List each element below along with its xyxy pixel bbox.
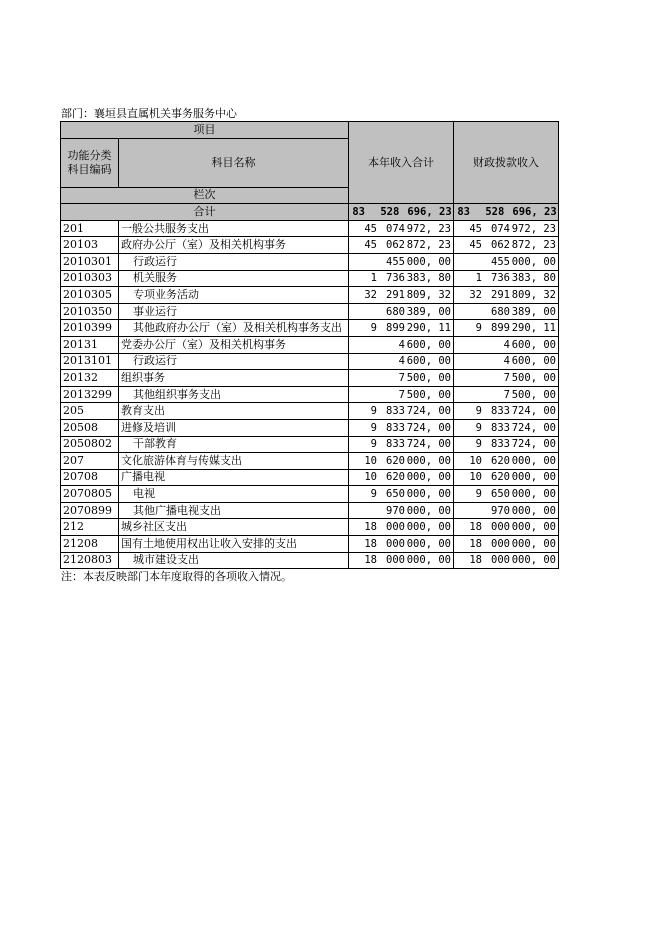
fiscal-allocation-income: 18 000 000, 00 bbox=[454, 552, 559, 569]
subject-code: 20708 bbox=[61, 469, 119, 486]
income-table bbox=[60, 121, 559, 569]
table-note: 注：本表反映部门本年度取得的各项收入情况。 bbox=[61, 570, 292, 583]
annual-income-total: 9 833 724, 00 bbox=[349, 419, 454, 436]
fiscal-allocation-income: 1 736 383, 80 bbox=[454, 270, 559, 287]
table-row bbox=[61, 336, 559, 353]
lanci-label: 栏次 bbox=[61, 187, 349, 204]
subject-code: 2010305 bbox=[61, 287, 119, 304]
subject-name: 干部教育 bbox=[119, 436, 349, 453]
annual-income-total: 4 600, 00 bbox=[349, 353, 454, 370]
sum-total: 83 528 696, 23 bbox=[349, 204, 454, 221]
sum-fiscal: 83 528 696, 23 bbox=[454, 204, 559, 221]
subject-code: 20132 bbox=[61, 370, 119, 387]
annual-income-total: 4 600, 00 bbox=[349, 336, 454, 353]
annual-income-total: 10 620 000, 00 bbox=[349, 469, 454, 486]
table-body bbox=[61, 220, 559, 568]
subject-name: 政府办公厅（室）及相关机构事务 bbox=[119, 237, 349, 254]
table-row bbox=[61, 353, 559, 370]
fiscal-allocation-income: 9 899 290, 11 bbox=[454, 320, 559, 337]
annual-income-total: 32 291 809, 32 bbox=[349, 287, 454, 304]
annual-income-total: 10 620 000, 00 bbox=[349, 453, 454, 470]
subject-name: 进修及培训 bbox=[119, 419, 349, 436]
subject-name: 组织事务 bbox=[119, 370, 349, 387]
col-fiscal-header: 财政拨款收入 bbox=[454, 122, 559, 204]
subject-name: 国有土地使用权出让收入安排的支出 bbox=[119, 536, 349, 553]
subject-code: 2010399 bbox=[61, 320, 119, 337]
annual-income-total: 680 389, 00 bbox=[349, 303, 454, 320]
subject-code: 2013101 bbox=[61, 353, 119, 370]
annual-income-total: 18 000 000, 00 bbox=[349, 519, 454, 536]
annual-income-total: 9 833 724, 00 bbox=[349, 403, 454, 420]
subject-name: 广播电视 bbox=[119, 469, 349, 486]
subject-name: 党委办公厅（室）及相关机构事务 bbox=[119, 336, 349, 353]
table-row bbox=[61, 253, 559, 270]
fiscal-allocation-income: 18 000 000, 00 bbox=[454, 519, 559, 536]
fiscal-allocation-income: 970 000, 00 bbox=[454, 502, 559, 519]
table-row bbox=[61, 237, 559, 254]
subject-name: 教育支出 bbox=[119, 403, 349, 420]
subject-code: 2013299 bbox=[61, 386, 119, 403]
fiscal-allocation-income: 4 600, 00 bbox=[454, 353, 559, 370]
subject-code: 21208 bbox=[61, 536, 119, 553]
subject-code: 2120803 bbox=[61, 552, 119, 569]
fiscal-allocation-income: 680 389, 00 bbox=[454, 303, 559, 320]
subject-code: 20131 bbox=[61, 336, 119, 353]
fiscal-allocation-income: 9 650 000, 00 bbox=[454, 486, 559, 503]
annual-income-total: 970 000, 00 bbox=[349, 502, 454, 519]
annual-income-total: 45 074 972, 23 bbox=[349, 220, 454, 237]
table-row bbox=[61, 287, 559, 304]
subject-code: 2070805 bbox=[61, 486, 119, 503]
table-row bbox=[61, 320, 559, 337]
table-row bbox=[61, 270, 559, 287]
fiscal-allocation-income: 32 291 809, 32 bbox=[454, 287, 559, 304]
item-header: 项目 bbox=[61, 122, 349, 139]
subject-name: 其他广播电视支出 bbox=[119, 502, 349, 519]
subject-name: 城市建设支出 bbox=[119, 552, 349, 569]
table-row bbox=[61, 453, 559, 470]
annual-income-total: 1 736 383, 80 bbox=[349, 270, 454, 287]
subject-name: 城乡社区支出 bbox=[119, 519, 349, 536]
table-row bbox=[61, 303, 559, 320]
table-row bbox=[61, 403, 559, 420]
subject-code: 205 bbox=[61, 403, 119, 420]
annual-income-total: 18 000 000, 00 bbox=[349, 536, 454, 553]
subject-code: 20103 bbox=[61, 237, 119, 254]
table-row bbox=[61, 469, 559, 486]
subject-name: 电视 bbox=[119, 486, 349, 503]
table-row bbox=[61, 502, 559, 519]
fiscal-allocation-income: 4 600, 00 bbox=[454, 336, 559, 353]
subject-code: 212 bbox=[61, 519, 119, 536]
subject-name: 一般公共服务支出 bbox=[119, 220, 349, 237]
fiscal-allocation-income: 9 833 724, 00 bbox=[454, 403, 559, 420]
fiscal-allocation-income: 9 833 724, 00 bbox=[454, 419, 559, 436]
fiscal-allocation-income: 9 833 724, 00 bbox=[454, 436, 559, 453]
subject-code: 2050802 bbox=[61, 436, 119, 453]
subject-code: 2010301 bbox=[61, 253, 119, 270]
col-total-header: 本年收入合计 bbox=[349, 122, 454, 204]
code-header: 功能分类 科目编码 bbox=[61, 138, 119, 187]
annual-income-total: 455 000, 00 bbox=[349, 253, 454, 270]
table-row bbox=[61, 419, 559, 436]
department-label: 部门：襄垣县直属机关事务服务中心 bbox=[61, 107, 237, 120]
subject-code: 207 bbox=[61, 453, 119, 470]
subject-name: 事业运行 bbox=[119, 303, 349, 320]
annual-income-total: 7 500, 00 bbox=[349, 370, 454, 387]
fiscal-allocation-income: 10 620 000, 00 bbox=[454, 453, 559, 470]
fiscal-allocation-income: 45 062 872, 23 bbox=[454, 237, 559, 254]
subject-name: 行政运行 bbox=[119, 353, 349, 370]
annual-income-total: 9 833 724, 00 bbox=[349, 436, 454, 453]
subject-name: 文化旅游体育与传媒支出 bbox=[119, 453, 349, 470]
table-row bbox=[61, 370, 559, 387]
fiscal-allocation-income: 45 074 972, 23 bbox=[454, 220, 559, 237]
subject-name: 行政运行 bbox=[119, 253, 349, 270]
table-row bbox=[61, 386, 559, 403]
annual-income-total: 45 062 872, 23 bbox=[349, 237, 454, 254]
subject-name: 其他政府办公厅（室）及相关机构事务支出 bbox=[119, 320, 349, 337]
sum-label: 合计 bbox=[61, 204, 349, 221]
subject-code: 2070899 bbox=[61, 502, 119, 519]
subject-code: 20508 bbox=[61, 419, 119, 436]
fiscal-allocation-income: 7 500, 00 bbox=[454, 370, 559, 387]
table-row bbox=[61, 486, 559, 503]
table-row bbox=[61, 436, 559, 453]
fiscal-allocation-income: 18 000 000, 00 bbox=[454, 536, 559, 553]
annual-income-total: 7 500, 00 bbox=[349, 386, 454, 403]
fiscal-allocation-income: 10 620 000, 00 bbox=[454, 469, 559, 486]
table-row bbox=[61, 536, 559, 553]
subject-name: 专项业务活动 bbox=[119, 287, 349, 304]
fiscal-allocation-income: 455 000, 00 bbox=[454, 253, 559, 270]
annual-income-total: 18 000 000, 00 bbox=[349, 552, 454, 569]
subject-code: 201 bbox=[61, 220, 119, 237]
annual-income-total: 9 899 290, 11 bbox=[349, 320, 454, 337]
subject-code: 2010303 bbox=[61, 270, 119, 287]
annual-income-total: 9 650 000, 00 bbox=[349, 486, 454, 503]
table-row bbox=[61, 552, 559, 569]
subject-name: 机关服务 bbox=[119, 270, 349, 287]
table-row bbox=[61, 519, 559, 536]
subject-name: 其他组织事务支出 bbox=[119, 386, 349, 403]
fiscal-allocation-income: 7 500, 00 bbox=[454, 386, 559, 403]
subject-code: 2010350 bbox=[61, 303, 119, 320]
table-row bbox=[61, 220, 559, 237]
name-header: 科目名称 bbox=[119, 138, 349, 187]
